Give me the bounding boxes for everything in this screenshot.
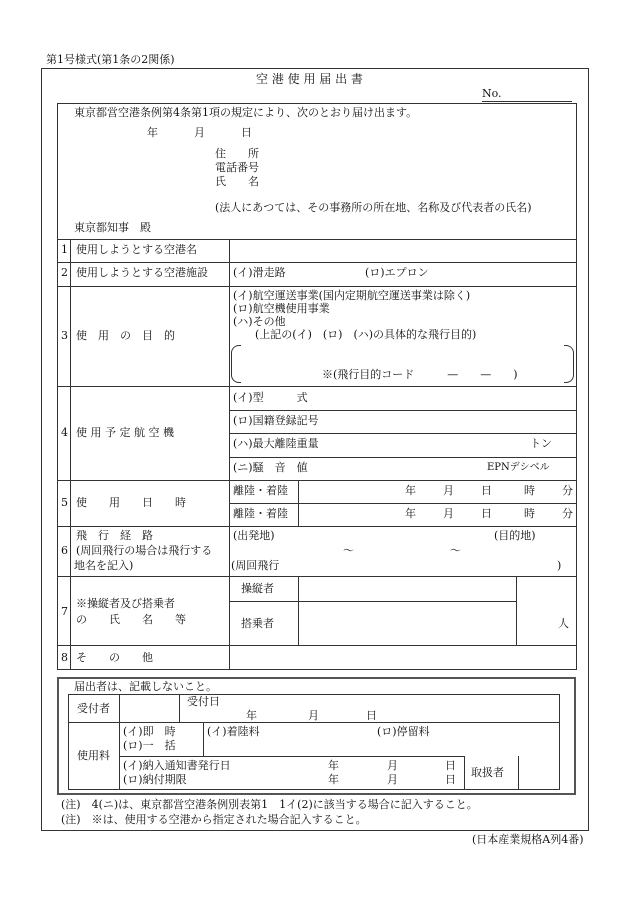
payment-deadline: (ロ)納付期限	[123, 773, 187, 786]
purpose-option-other[interactable]: (ハ)その他	[233, 315, 286, 328]
other-field[interactable]	[230, 646, 576, 669]
receipt-day: 日	[366, 709, 377, 722]
number-field[interactable]	[482, 101, 572, 102]
row-2-number: 2	[61, 266, 68, 279]
minute-1: 分	[562, 484, 573, 497]
noise-unit: EPNデシベル	[487, 462, 550, 473]
parking-fee: (ロ)停留料	[377, 725, 430, 738]
issue-year: 年	[328, 759, 339, 772]
route-note-1: (周回飛行の場合は飛行する	[76, 544, 213, 557]
receipt-date-label: 受付日	[187, 695, 220, 708]
minute-2: 分	[562, 507, 573, 520]
landing-fee: (イ)着陸料	[207, 725, 260, 738]
facility-runway-option[interactable]: (イ)滑走路	[233, 266, 286, 279]
weight-unit: トン	[530, 437, 552, 450]
day-1: 日	[481, 484, 492, 497]
purpose-detail-note: (上記の(イ) (ロ) (ハ)の具体的な飛行目的)	[255, 328, 477, 341]
right-bracket	[564, 345, 574, 383]
destination-label: (目的地)	[494, 529, 536, 542]
addressee: 東京都知事 殿	[74, 221, 151, 234]
hour-2: 時	[524, 507, 535, 520]
notice-issue-date: (イ)納入通知書発行日	[123, 759, 231, 772]
number-label: No.	[482, 87, 502, 100]
row-5-number: 5	[61, 496, 68, 509]
year-2: 年	[405, 507, 416, 520]
issue-day: 日	[445, 759, 456, 772]
pilot-label: 操縦者	[241, 582, 274, 595]
crew-label-2: の 氏 名 等	[76, 613, 186, 626]
note-1: (注) 4(ニ)は、東京都営空港条例別表第1 1イ(2)に該当する場合に記入すること。	[61, 798, 478, 811]
paper-size: (日本産業規格A列4番)	[472, 833, 584, 846]
row-8-number: 8	[61, 651, 68, 664]
month-1: 月	[443, 484, 454, 497]
registration-label: (ロ)国籍登録記号	[233, 414, 319, 427]
airport-name-field[interactable]	[230, 240, 576, 262]
tilde-1: 〜	[343, 544, 354, 557]
date-year: 年	[147, 126, 158, 139]
receipt-month: 月	[308, 709, 319, 722]
purpose-detail-field[interactable]	[243, 346, 561, 368]
left-bracket	[231, 345, 241, 383]
day-2: 日	[481, 507, 492, 520]
address-label: 住 所	[215, 147, 259, 160]
aircraft-type-label: (イ)型 式	[233, 391, 308, 404]
loop-close-paren: )	[557, 559, 562, 572]
name-label: 氏 名	[215, 175, 259, 188]
handler-label: 取扱者	[471, 766, 504, 779]
fee-immediate: (イ)即 時	[123, 725, 176, 738]
origin-label: (出発地)	[233, 529, 275, 542]
route-note-2: 地名を記入)	[74, 559, 134, 572]
fee-label: 使用料	[77, 749, 110, 762]
month-2: 月	[443, 507, 454, 520]
fee-lump-sum: (ロ)一 括	[123, 739, 176, 752]
max-takeoff-weight-label: (ハ)最大離陸重量	[233, 437, 319, 450]
purpose-code: ※(飛行目的コード — — )	[322, 368, 518, 381]
form-title: 空 港 使 用 届 出 書	[256, 72, 363, 86]
passenger-label: 搭乗者	[241, 617, 274, 630]
row-4-number: 4	[61, 426, 68, 439]
phone-label: 電話番号	[215, 161, 259, 174]
receiver-label: 受付者	[77, 702, 110, 715]
facility-label: 使用しようとする空港施設	[76, 266, 208, 279]
purpose-option-aerial-work[interactable]: (ロ)航空機使用事業	[233, 302, 330, 315]
usage-datetime-label: 使 用 日 時	[76, 496, 186, 509]
office-note: 届出者は、記載しないこと。	[74, 680, 217, 693]
takeoff-landing-label-2: 離陸・着陸	[233, 507, 288, 520]
deadline-day: 日	[445, 773, 456, 786]
aircraft-label: 使 用 予 定 航 空 機	[76, 426, 174, 439]
crew-label-1: ※操縦者及び搭乗者	[76, 597, 175, 610]
row-3-number: 3	[61, 329, 68, 342]
tilde-2: 〜	[450, 544, 461, 557]
row-7-number: 7	[61, 605, 68, 618]
note-2: (注) ※は、使用する空港から指定された場合記入すること。	[61, 813, 367, 826]
airport-name-label: 使用しようとする空港名	[76, 243, 197, 256]
date-month: 月	[194, 126, 205, 139]
hour-1: 時	[524, 484, 535, 497]
loop-flight-label: (周回飛行	[231, 559, 280, 572]
date-day: 日	[241, 126, 252, 139]
facility-apron-option[interactable]: (ロ)エプロン	[365, 266, 429, 279]
purpose-option-air-transport[interactable]: (イ)航空運送事業(国内定期航空運送事業は除く)	[233, 289, 471, 302]
row-6-number: 6	[61, 544, 68, 557]
purpose-label: 使 用 の 目 的	[76, 329, 175, 342]
deadline-month: 月	[387, 773, 398, 786]
other-label: そ の 他	[76, 651, 153, 664]
intro-text: 東京都営空港条例第4条第1項の規定により、次のとおり届け出ます。	[74, 106, 418, 119]
year-1: 年	[405, 484, 416, 497]
corporate-note: (法人にあつては、その事務所の所在地、名称及び代表者の氏名)	[215, 201, 532, 214]
person-unit: 人	[558, 617, 569, 630]
issue-month: 月	[387, 759, 398, 772]
form-code: 第1号様式(第1条の2関係)	[46, 53, 175, 66]
deadline-year: 年	[328, 773, 339, 786]
route-label: 飛 行 経 路	[76, 529, 153, 542]
row-1-number: 1	[61, 243, 68, 256]
noise-value-label: (ニ)騒 音 値	[233, 461, 308, 474]
takeoff-landing-label-1: 離陸・着陸	[233, 484, 288, 497]
receipt-year: 年	[246, 709, 257, 722]
